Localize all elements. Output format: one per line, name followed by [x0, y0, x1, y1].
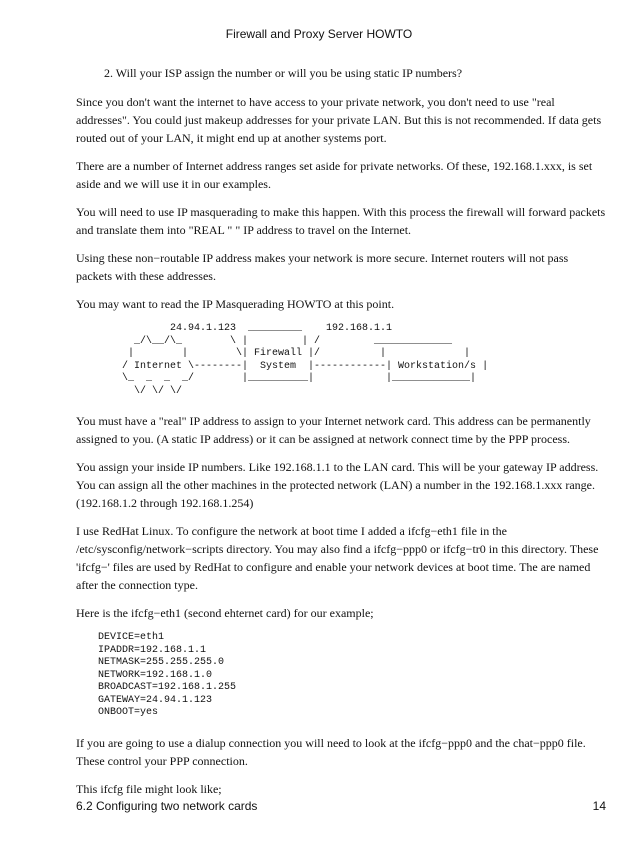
paragraph: You must have a "real" IP address to assign to your Internet network card. This address can be permanently assigned to you. (A static IP address) or it can be assigned at network connect time by the PPP process. — [76, 414, 591, 446]
page-body — [76, 64, 606, 808]
page-number: 14 — [592, 799, 606, 813]
paragraph: Here is the ifcfg−eth1 (second ehternet card) for our example; — [76, 606, 374, 620]
paragraph: I use RedHat Linux. To configure the network at boot time I added a ifcfg−eth1 file in the /etc/sysconfig/network−scripts directory. You may also find a ifcfg−ppp0 or ifcfg−tr0 in this directory. These 'ifcfg−' files are used by RedHat to configure and enable your network devices at boot time. The are named after the connection type. — [76, 524, 599, 592]
paragraph: You may want to read the IP Masquerading HOWTO at this point. — [76, 297, 395, 311]
paragraph: You assign your inside IP numbers. Like 192.168.1.1 to the LAN card. This will be your gateway IP address. You can assign all the other machines in the protected network (LAN) a number in the 192.168.1.xxx range. (192.168.1.2 through 192.168.1.254) — [76, 460, 599, 510]
numbered-question: 2. Will your ISP assign the number or will you be using static IP numbers? — [104, 66, 463, 80]
paragraph: This ifcfg file might look like; — [76, 781, 222, 796]
paragraph: There are a number of Internet address ranges set aside for private networks. Of these, 192.168.1.xxx, is set aside and we will use it in our examples. — [76, 159, 593, 191]
config-listing: DEVICE=eth1 IPADDR=192.168.1.1 NETMASK=255.255.255.0 NETWORK=192.168.1.0 BROADCAST=192.168.1.255 GATEWAY=24.94.1.123 ONBOOT=yes — [98, 632, 237, 718]
running-header: Firewall and Proxy Server HOWTO — [225, 27, 413, 41]
paragraph: Using these non−routable IP address makes your network is more secure. Internet routers will not pass packets with these addresses. — [76, 251, 569, 283]
paragraph: If you are going to use a dialup connection you will need to look at the ifcfg−ppp0 and the chat−ppp0 file. These control your PPP connection. — [76, 735, 586, 768]
section-title: 6.2 Configuring two network cards — [76, 799, 258, 813]
network-diagram: 24.94.1.123 _________ 192.168.1.1 _/\__/\_ \ | | / _____________ | | \| Firewall |/ | | / Internet \--------| System |------------| Workstation/s | \_ _ _ _/ |__________| |_____________| \/ \/ \/ — [122, 323, 489, 397]
paragraph: You will need to use IP masquerading to make this happen. With this process the firewall will forward packets and translate them into "REAL " " IP address to travel on the Internet. — [76, 205, 606, 237]
paragraph: Since you don't want the internet to have access to your private network, you don't need to use "real addresses". You could just makeup addresses for your private LAN. But this is not recommended. If data gets routed out of your LAN, it might end up at another systems port. — [76, 95, 602, 145]
